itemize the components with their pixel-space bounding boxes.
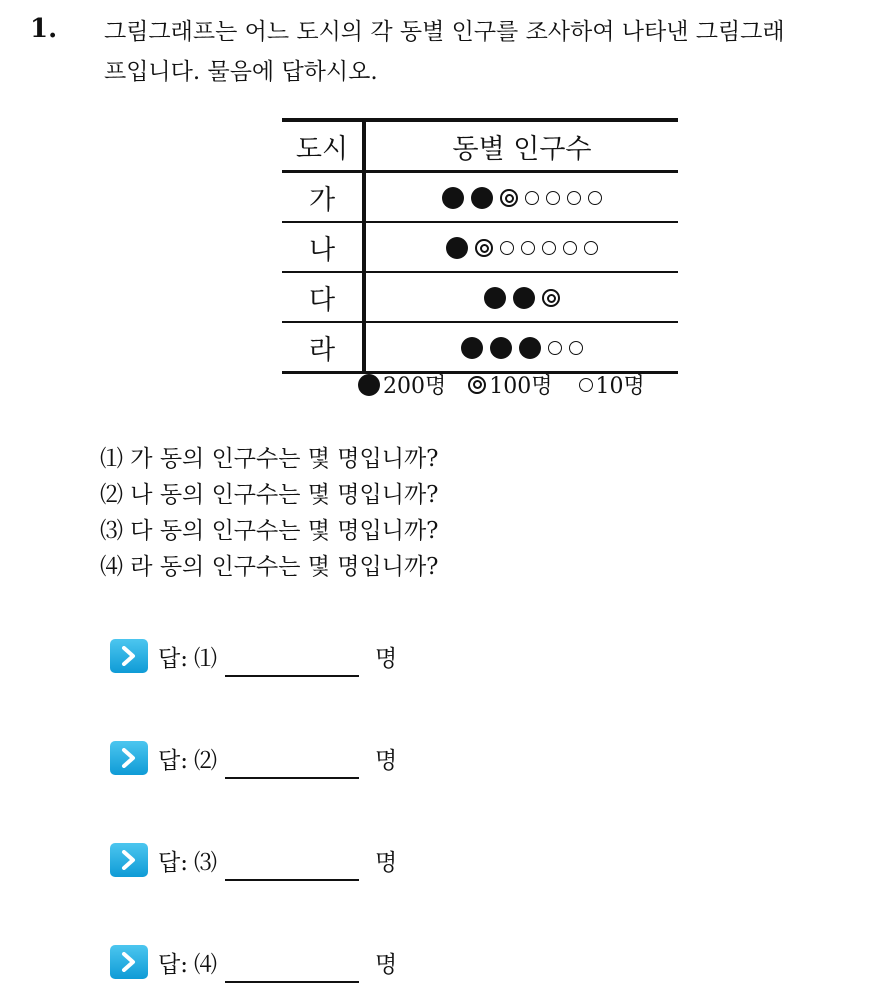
- answer-number: ⑴: [193, 645, 217, 672]
- filled-circle-icon: [461, 337, 483, 359]
- filled-circle-icon: [490, 337, 512, 359]
- question-text-line-2: 프입니다. 물음에 답하시오.: [104, 59, 378, 85]
- answer-unit: 명: [374, 645, 398, 672]
- filled-circle-icon: [442, 187, 464, 209]
- question-text: [104, 12, 874, 92]
- row-city-label: 다: [282, 272, 364, 322]
- row-city-label: 라: [282, 322, 364, 373]
- answer-row: [110, 942, 397, 982]
- answer-label: 답:: [158, 951, 188, 978]
- population-icons: [484, 287, 560, 309]
- header-population: 동별 인구수: [364, 120, 678, 172]
- answer-row: [110, 840, 397, 880]
- header-city: 도시: [282, 120, 364, 172]
- small-circle-icon: [588, 191, 602, 205]
- answer-blank[interactable]: [225, 879, 359, 881]
- answer-blank[interactable]: [225, 981, 359, 983]
- small-circle-icon: [546, 191, 560, 205]
- answer-unit: 명: [374, 951, 398, 978]
- double-circle-icon: [500, 189, 518, 207]
- double-circle-icon: [542, 289, 560, 307]
- answer-number: ⑵: [193, 747, 217, 774]
- answer-unit: 명: [374, 849, 398, 876]
- picture-graph-table: [282, 118, 678, 374]
- graph-row: [282, 222, 678, 272]
- small-circle-icon: [542, 241, 556, 255]
- arrow-right-icon: [110, 843, 148, 877]
- subquestion: ⑵ 나 동의 인구수는 몇 명입니까?: [100, 482, 439, 508]
- subquestion: ⑶ 다 동의 인구수는 몇 명입니까?: [100, 518, 439, 544]
- graph-row: [282, 322, 678, 373]
- graph-row: [282, 172, 678, 223]
- answer-number: ⑷: [193, 951, 217, 978]
- answer-unit: 명: [374, 747, 398, 774]
- filled-circle-icon: [446, 237, 468, 259]
- filled-circle-icon: [358, 374, 380, 396]
- answer-number: ⑶: [193, 849, 217, 876]
- arrow-right-icon: [110, 741, 148, 775]
- small-circle-icon: [569, 341, 583, 355]
- small-circle-icon: [500, 241, 514, 255]
- answer-blank[interactable]: [225, 777, 359, 779]
- row-city-label: 나: [282, 222, 364, 272]
- small-circle-icon: [584, 241, 598, 255]
- legend-small-value: 10명: [595, 374, 645, 399]
- subquestion-list: [100, 441, 439, 585]
- legend-mid-value: 100명: [489, 374, 553, 399]
- question-text-line-1: 그림그래프는 어느 도시의 각 동별 인구를 조사하여 나타낸 그림그래: [104, 19, 785, 45]
- filled-circle-icon: [484, 287, 506, 309]
- answer-label: 답:: [158, 849, 188, 876]
- small-circle-icon: [579, 378, 593, 392]
- population-icons: [461, 337, 583, 359]
- filled-circle-icon: [513, 287, 535, 309]
- question-number: 1.: [30, 14, 58, 44]
- filled-circle-icon: [519, 337, 541, 359]
- double-circle-icon: [468, 376, 486, 394]
- graph-row: [282, 272, 678, 322]
- answer-label: 답:: [158, 747, 188, 774]
- small-circle-icon: [548, 341, 562, 355]
- answer-row: [110, 738, 397, 778]
- double-circle-icon: [475, 239, 493, 257]
- arrow-right-icon: [110, 945, 148, 979]
- small-circle-icon: [525, 191, 539, 205]
- filled-circle-icon: [471, 187, 493, 209]
- subquestion: ⑷ 라 동의 인구수는 몇 명입니까?: [100, 554, 439, 580]
- arrow-right-icon: [110, 639, 148, 673]
- answer-blank[interactable]: [225, 675, 359, 677]
- graph-legend: [358, 369, 645, 400]
- population-icons: [442, 187, 602, 209]
- small-circle-icon: [567, 191, 581, 205]
- subquestion: ⑴ 가 동의 인구수는 몇 명입니까?: [100, 446, 439, 472]
- small-circle-icon: [563, 241, 577, 255]
- small-circle-icon: [521, 241, 535, 255]
- legend-big-value: 200명: [383, 374, 447, 399]
- answer-label: 답:: [158, 645, 188, 672]
- graph-header-row: [282, 120, 678, 172]
- answer-row: [110, 636, 397, 676]
- row-city-label: 가: [282, 172, 364, 223]
- population-icons: [446, 237, 598, 259]
